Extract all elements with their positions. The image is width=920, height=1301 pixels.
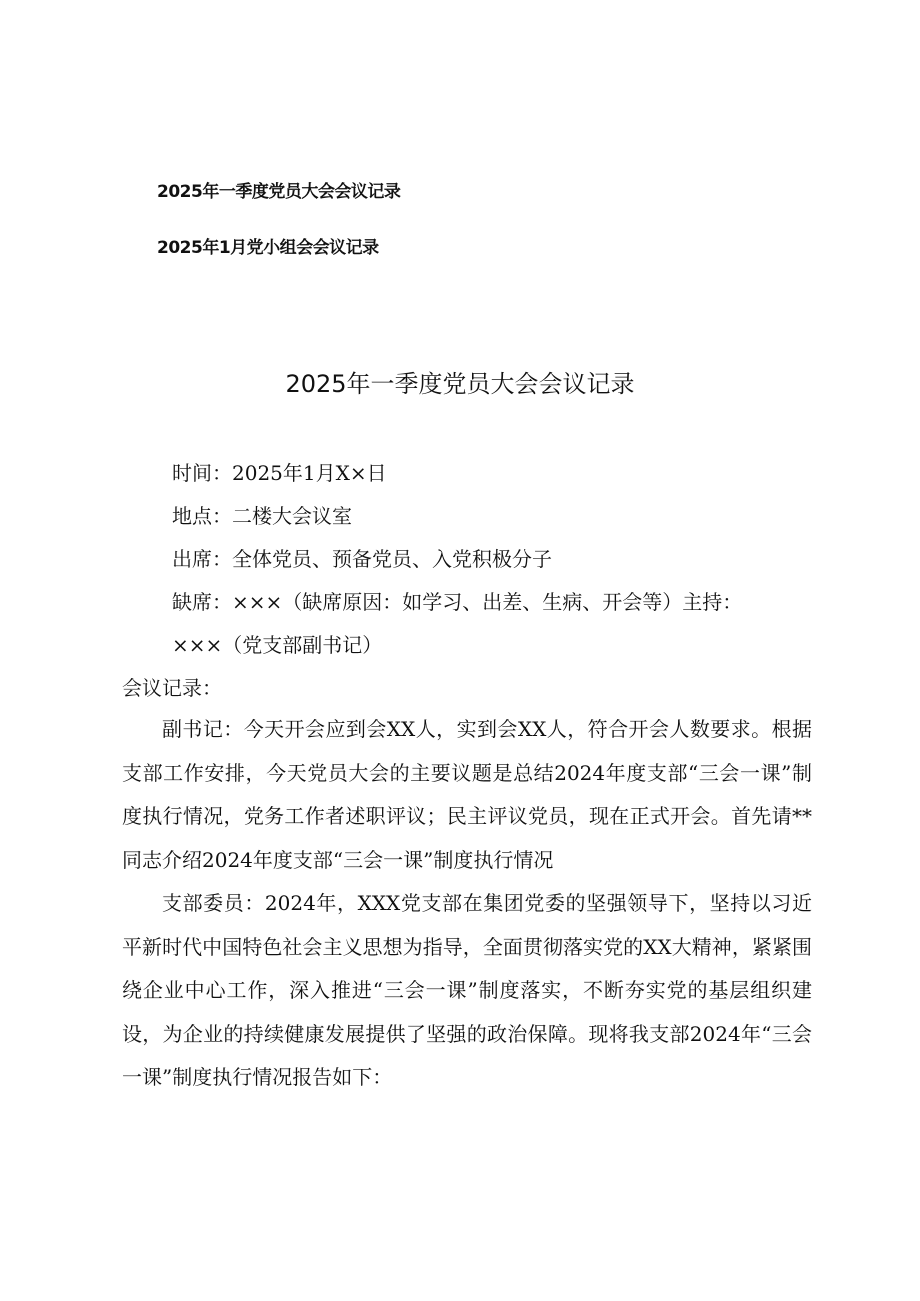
meeting-absent: 缺席：×××（缺席原因：如学习、出差、生病、开会等）主持： xyxy=(172,590,743,614)
meeting-attendees: 出席：全体党员、预备党员、入党积极分子 xyxy=(172,547,552,571)
meeting-record-label: 会议记录： xyxy=(122,676,222,700)
paragraph-vice-secretary: 副书记：今天开会应到会XX人，实到会XX人，符合开会人数要求。根据支部工作安排，今天党员大会的主要议题是总结2024年度支部“三会一课”制度执行情况，党务工作者述职评议；民主评议党员，现在正式开会。首先请**同志介绍2024年度支部“三会一课”制度执行情况 xyxy=(122,717,812,872)
meeting-host: ×××（党支部副书记） xyxy=(172,633,383,657)
toc-item-2[interactable]: 2025年1月党小组会会议记录 xyxy=(157,238,379,258)
meeting-record-body xyxy=(122,708,812,1100)
meeting-time: 时间：2025年1月X×日 xyxy=(172,461,387,485)
toc-item-1[interactable]: 2025年一季度党员大会会议记录 xyxy=(157,182,401,202)
meeting-meta xyxy=(122,452,812,710)
paragraph-branch-committee: 支部委员：2024年，XXX党支部在集团党委的坚强领导下，坚持以习近平新时代中国特色社会主义思想为指导，全面贯彻落实党的XX大精神，紧紧围绕企业中心工作，深入推进“三会一课”制度落实，不断夯实党的基层组织建设，为企业的持续健康发展提供了坚强的政治保障。现将我支部2024年“三会一课”制度执行情况报告如下： xyxy=(122,891,812,1089)
meeting-place: 地点：二楼大会议室 xyxy=(172,504,352,528)
document-title: 2025年一季度党员大会会议记录 xyxy=(285,370,635,398)
table-of-contents xyxy=(157,180,400,260)
